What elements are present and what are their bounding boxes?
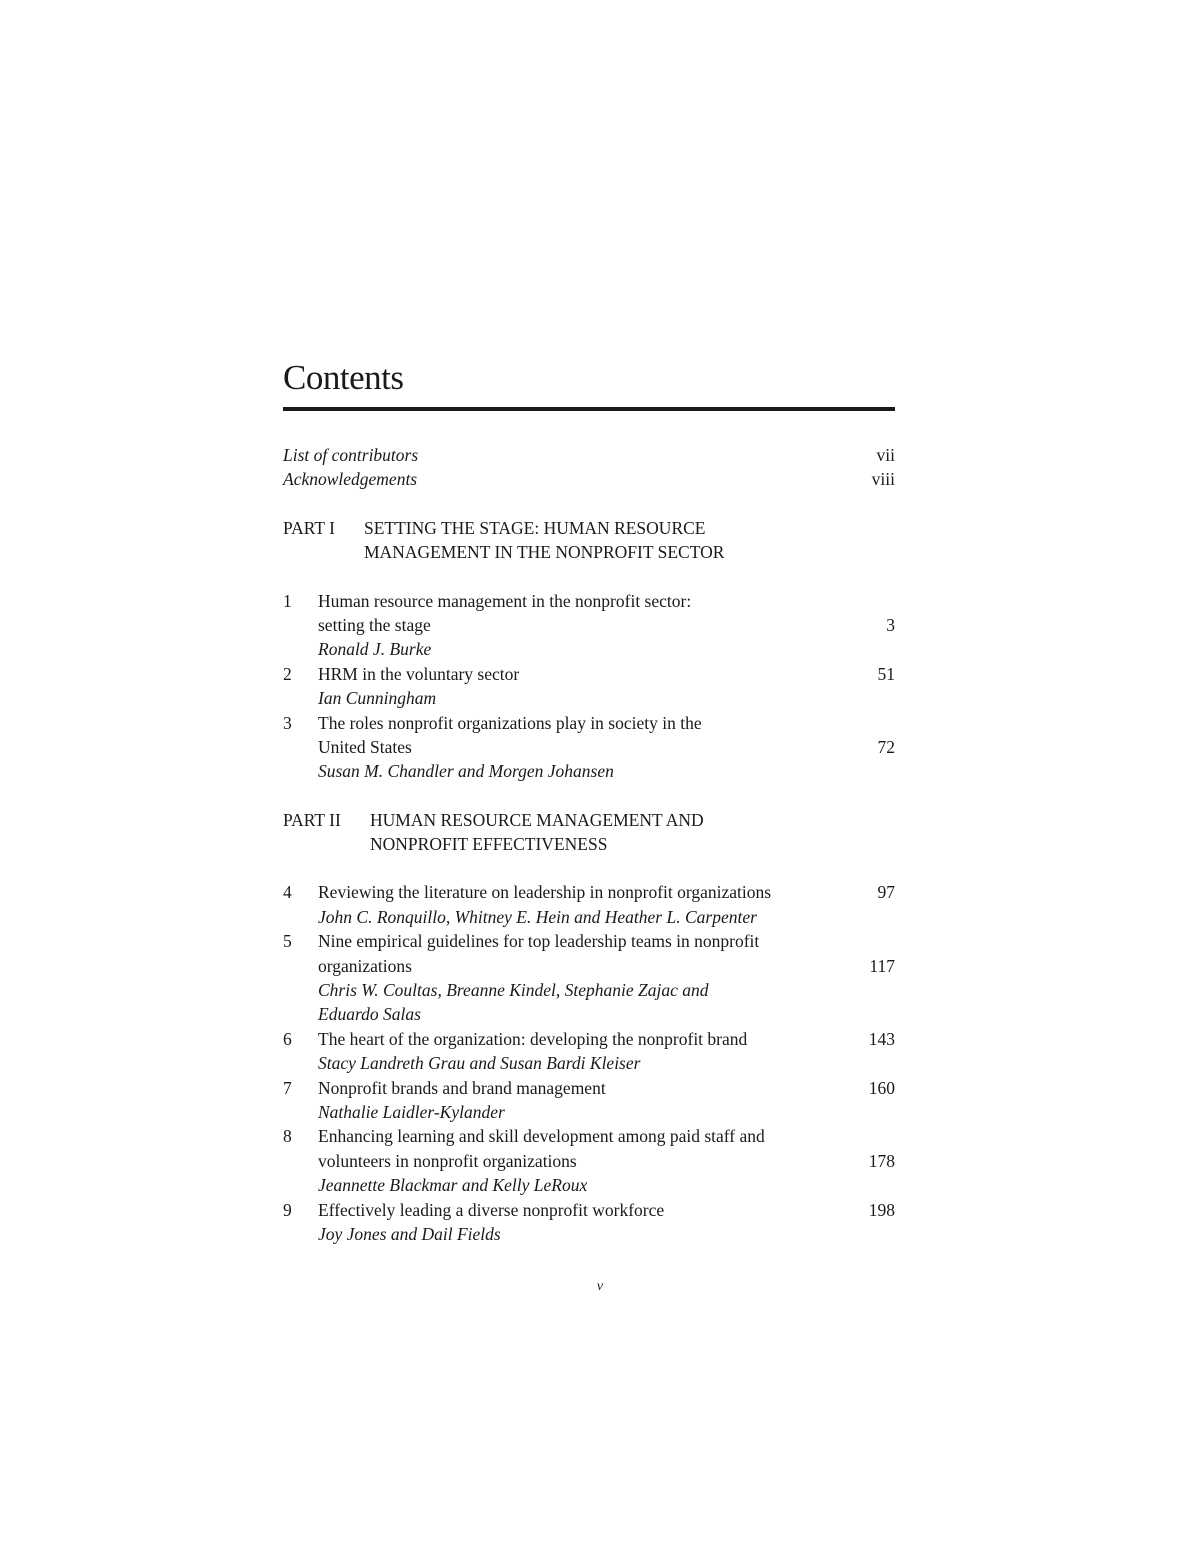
chapter-title: Effectively leading a diverse nonprofit workforce bbox=[318, 1199, 665, 1220]
chapter-title-line bbox=[283, 711, 895, 735]
chapter-title: HRM in the voluntary sector bbox=[318, 663, 520, 684]
part-title: HUMAN RESOURCE MANAGEMENT AND bbox=[370, 809, 704, 830]
chapter-title-line bbox=[283, 589, 895, 613]
chapter-number: 1 bbox=[283, 590, 292, 611]
page-number: 160 bbox=[868, 1077, 895, 1098]
part-title-line bbox=[283, 808, 895, 832]
chapter-authors: Stacy Landreth Grau and Susan Bardi Kleiser bbox=[318, 1053, 641, 1074]
chapter-entry[interactable] bbox=[283, 662, 895, 711]
front-matter-title: List of contributors bbox=[283, 445, 419, 465]
page-number: 72 bbox=[877, 736, 895, 757]
chapter-title: Human resource management in the nonprofit sector: bbox=[318, 590, 692, 611]
chapter-title-line bbox=[283, 1027, 895, 1051]
contents-heading: Contents bbox=[283, 358, 404, 397]
chapter-title: United States bbox=[318, 736, 412, 757]
chapter-authors: Ian Cunningham bbox=[318, 688, 437, 709]
page-number: 178 bbox=[868, 1150, 895, 1171]
chapter-number: 4 bbox=[283, 882, 292, 903]
chapter-title: Enhancing learning and skill development among paid staff and bbox=[318, 1126, 765, 1147]
chapter-entry[interactable] bbox=[283, 1076, 895, 1125]
chapter-list bbox=[283, 880, 895, 1246]
page-number: 198 bbox=[868, 1199, 895, 1220]
parts bbox=[283, 516, 895, 1247]
page-folio: v bbox=[596, 1279, 604, 1294]
page-number: 97 bbox=[877, 882, 895, 903]
part-title: MANAGEMENT IN THE NONPROFIT SECTOR bbox=[364, 542, 725, 563]
front-matter-entry[interactable] bbox=[283, 467, 895, 491]
chapter-title-line bbox=[283, 662, 895, 686]
chapter-title-line bbox=[283, 735, 895, 759]
part-label: PART II bbox=[283, 809, 341, 830]
chapter-authors: Nathalie Laidler-Kylander bbox=[318, 1101, 505, 1122]
chapter-authors: Ronald J. Burke bbox=[318, 639, 432, 660]
chapter-title: volunteers in nonprofit organizations bbox=[318, 1150, 577, 1171]
table-of-contents bbox=[283, 355, 895, 1246]
chapter-entry[interactable] bbox=[283, 929, 895, 1027]
chapter-number: 6 bbox=[283, 1028, 292, 1049]
chapter-entry[interactable] bbox=[283, 1027, 895, 1076]
chapter-title: organizations bbox=[318, 955, 412, 976]
chapter-title: Reviewing the literature on leadership in nonprofit organizations bbox=[318, 882, 772, 903]
part-title: SETTING THE STAGE: HUMAN RESOURCE bbox=[364, 517, 706, 538]
chapter-number: 2 bbox=[283, 663, 292, 684]
part-heading bbox=[283, 808, 895, 857]
chapter-number: 3 bbox=[283, 712, 292, 733]
chapter-number: 8 bbox=[283, 1126, 292, 1147]
chapter-title-line bbox=[283, 880, 895, 904]
chapter-title: The heart of the organization: developing the nonprofit brand bbox=[318, 1028, 748, 1049]
part-heading bbox=[283, 516, 895, 565]
chapter-authors: Chris W. Coultas, Breanne Kindel, Stephanie Zajac and bbox=[318, 980, 709, 1001]
page-number: 51 bbox=[877, 663, 895, 684]
heading-rule bbox=[283, 407, 895, 411]
page-number: 3 bbox=[886, 614, 895, 635]
chapter-entry[interactable] bbox=[283, 1198, 895, 1247]
chapter-number: 5 bbox=[283, 931, 292, 952]
chapter-title-line bbox=[283, 954, 895, 978]
chapter-title-line bbox=[283, 1124, 895, 1148]
chapter-authors: Joy Jones and Dail Fields bbox=[318, 1223, 501, 1244]
front-matter bbox=[283, 443, 895, 492]
chapter-list bbox=[283, 589, 895, 784]
chapter-title: setting the stage bbox=[318, 614, 431, 635]
page-number: 117 bbox=[869, 955, 895, 976]
chapter-number: 7 bbox=[283, 1077, 292, 1098]
chapter-number: 9 bbox=[283, 1199, 292, 1220]
front-matter-entry[interactable] bbox=[283, 443, 895, 467]
chapter-entry[interactable] bbox=[283, 711, 895, 784]
chapter-authors: Susan M. Chandler and Morgen Johansen bbox=[318, 761, 614, 782]
chapter-title-line bbox=[283, 929, 895, 953]
chapter-authors: Jeannette Blackmar and Kelly LeRoux bbox=[318, 1175, 588, 1196]
part-title-line bbox=[283, 540, 895, 564]
chapter-entry[interactable] bbox=[283, 880, 895, 929]
chapter-title: The roles nonprofit organizations play in society in the bbox=[318, 712, 702, 733]
page-number: viii bbox=[871, 469, 895, 490]
chapter-title: Nonprofit brands and brand management bbox=[318, 1077, 606, 1098]
chapter-title-line bbox=[283, 1149, 895, 1173]
front-matter-title: Acknowledgements bbox=[283, 469, 418, 490]
chapter-title-line bbox=[283, 613, 895, 637]
chapter-authors: Eduardo Salas bbox=[318, 1004, 421, 1025]
part-title: NONPROFIT EFFECTIVENESS bbox=[370, 834, 608, 855]
part-title-line bbox=[283, 516, 895, 540]
chapter-title-line bbox=[283, 1076, 895, 1100]
page-number: vii bbox=[876, 445, 895, 465]
chapter-entry[interactable] bbox=[283, 589, 895, 662]
chapter-entry[interactable] bbox=[283, 1124, 895, 1197]
part-label: PART I bbox=[283, 517, 335, 538]
chapter-authors: John C. Ronquillo, Whitney E. Hein and Heather L. Carpenter bbox=[318, 906, 757, 927]
chapter-title-line bbox=[283, 1198, 895, 1222]
part-title-line bbox=[283, 832, 895, 856]
chapter-title: Nine empirical guidelines for top leadership teams in nonprofit bbox=[318, 931, 760, 952]
page-number: 143 bbox=[868, 1028, 895, 1049]
